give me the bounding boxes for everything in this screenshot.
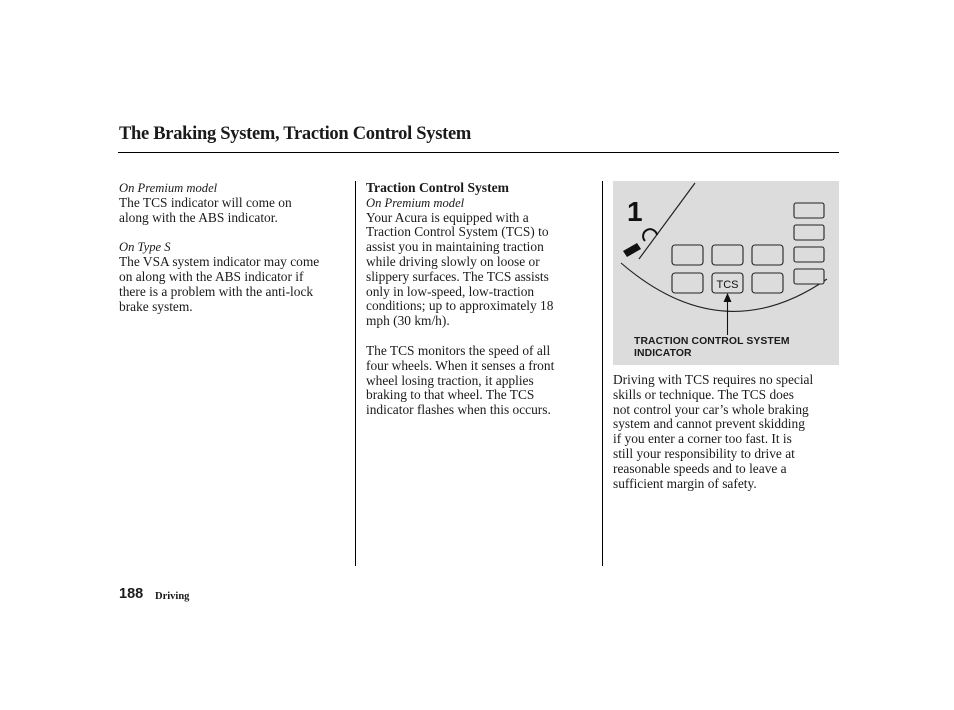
column-middle: [366, 181, 598, 418]
text-line: reasonable speeds and to leave a: [613, 460, 787, 476]
indicator-lamp: [672, 245, 703, 265]
title-rule: [118, 152, 839, 153]
text-line: on along with the ABS indicator if: [119, 268, 304, 284]
text-line: wheel losing traction, it applies: [366, 372, 534, 388]
column-left: [119, 181, 351, 314]
caption-line: TRACTION CONTROL SYSTEM: [634, 336, 790, 347]
indicator-lamp: [752, 273, 783, 293]
text-line: braking to that wheel. The TCS: [366, 387, 535, 403]
text-line: brake system.: [119, 298, 193, 314]
text-line: The TCS monitors the speed of all: [366, 342, 551, 358]
page-number: 188: [119, 586, 144, 602]
premium-model-label: On Premium model: [366, 195, 465, 210]
small-indicator-lamp: [794, 247, 824, 262]
text-line: only in low-speed, low-traction: [366, 283, 535, 299]
text-line: four wheels. When it senses a front: [366, 357, 555, 373]
text-line: The VSA system indicator may come: [119, 254, 320, 270]
gauge-tick-mark: [623, 243, 641, 257]
text-line: still your responsibility to drive at: [613, 445, 795, 461]
text-line: not control your car’s whole braking: [613, 401, 809, 417]
small-indicator-lamp: [794, 203, 824, 218]
text-line: slippery surfaces. The TCS assists: [366, 268, 549, 284]
type-s-label: On Type S: [119, 240, 171, 255]
tcs-indicator-text: TCS: [716, 279, 739, 291]
text-line: sufficient margin of safety.: [613, 475, 757, 491]
column-right: [613, 373, 843, 491]
arrow-up-icon: [724, 293, 732, 302]
premium-model-label: On Premium model: [119, 181, 218, 195]
text-line: conditions; up to approximately 18: [366, 298, 554, 314]
section-heading: Traction Control System: [366, 180, 509, 195]
text-line: system and cannot prevent skidding: [613, 416, 805, 432]
column-divider-1: [355, 181, 356, 566]
column-divider-2: [602, 181, 603, 566]
text-line: skills or technique. The TCS does: [613, 386, 795, 402]
text-line: indicator flashes when this occurs.: [366, 402, 551, 418]
text-line: Traction Control System (TCS) to: [366, 224, 549, 240]
text-line: assist you in maintaining traction: [366, 239, 544, 255]
figure-caption: [634, 336, 790, 359]
gauge-numeral: 1: [627, 196, 643, 227]
page-title: The Braking System, Traction Control System: [119, 124, 471, 144]
text-line: The TCS indicator will come on: [119, 194, 292, 210]
text-line: there is a problem with the anti-lock: [119, 283, 314, 299]
gauge-zero-mark: [643, 229, 657, 241]
text-line: Driving with TCS requires no special: [613, 372, 814, 387]
text-line: while driving slowly on loose or: [366, 253, 540, 269]
instrument-panel-figure: [613, 181, 839, 365]
caption-line: INDICATOR: [634, 347, 692, 359]
text-line: mph (30 km/h).: [366, 313, 450, 329]
text-line: along with the ABS indicator.: [119, 209, 278, 225]
indicator-lamp: [752, 245, 783, 265]
indicator-lamp: [672, 273, 703, 293]
text-line: Your Acura is equipped with a: [366, 209, 529, 225]
small-indicator-lamp: [794, 269, 824, 284]
small-indicator-lamp: [794, 225, 824, 240]
indicator-lamp: [712, 245, 743, 265]
section-name: Driving: [155, 591, 190, 602]
text-line: if you enter a corner too fast. It is: [613, 431, 792, 447]
